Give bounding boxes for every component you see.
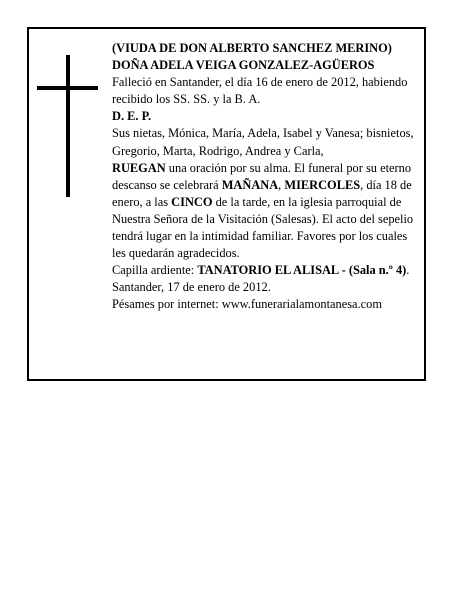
chapel-line: Capilla ardiente: TANATORIO EL ALISAL - (Sala n.º 4).: [112, 263, 410, 278]
date-line: Santander, 17 de enero de 2012.: [112, 280, 271, 295]
rip-line: D. E. P.: [112, 109, 152, 124]
family-list: Sus nietas, Mónica, María, Adela, Isabel y Vanesa; bisnietos, Gregorio, Marta, Rodrigo, Andrea y Carla,: [112, 126, 414, 158]
ruegan-word: RUEGAN: [112, 160, 166, 175]
manana-word: MAÑANA: [221, 177, 279, 192]
condolences-line: Pésames por internet: www.funerarialamontanesa.com: [112, 297, 382, 312]
miercoles-word: MIERCOLES: [284, 177, 361, 192]
death-announcement: Falleció en Santander, el día 16 de enero de 2012, habiendo recibido los SS. SS. y la B. A.: [112, 75, 408, 107]
cross-icon: [66, 55, 70, 197]
widow-line: (VIUDA DE DON ALBERTO SANCHEZ MERINO): [112, 41, 392, 55]
deceased-name: DOÑA ADELA VEIGA GONZALEZ-AGÜEROS: [112, 58, 375, 73]
cross-icon-bar: [37, 86, 98, 90]
chapel-location: TANATORIO EL ALISAL - (Sala n.º 4): [197, 263, 407, 278]
cinco-word: CINCO: [171, 194, 213, 209]
funeral-paragraph: RUEGAN una oración por su alma. El funeral por su eterno descanso se celebrará MAÑANA, MIERCOLES, día 18 de enero, a las CINCO de la tarde, en la iglesia parroquial de Nuestra Señora de la Visitación (Salesas). El acto del sepelio tendrá lugar en la intimidad familiar. Favores por los cuales les quedarán agradecidos.: [112, 160, 414, 261]
obituary-text: [112, 40, 418, 314]
